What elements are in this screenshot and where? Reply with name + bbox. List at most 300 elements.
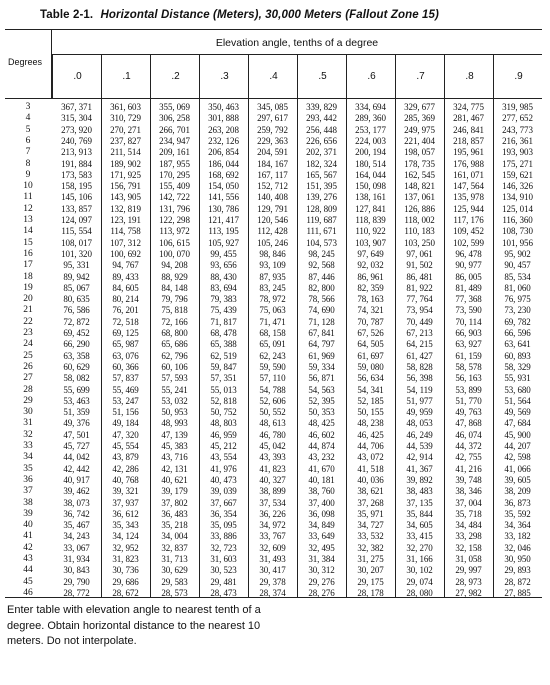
distance-cell: 50, 353: [308, 407, 335, 418]
distance-cell: 114, 758: [110, 226, 141, 237]
distance-cell: 43, 232: [308, 452, 335, 463]
distance-cell: 249, 975: [404, 124, 435, 135]
distance-cell: 55, 931: [504, 373, 531, 384]
distance-cell: 35, 592: [504, 508, 531, 519]
distance-cell: 31, 493: [259, 554, 286, 564]
degree-label: 38: [23, 497, 33, 508]
distance-cell: 55, 241: [161, 384, 188, 395]
distance-cell: 72, 166: [161, 316, 188, 327]
degree-label: 22: [23, 316, 33, 327]
distance-cell: 102, 599: [453, 237, 484, 248]
degree-label: 4: [25, 113, 31, 124]
distance-cell: 107, 312: [110, 237, 141, 248]
distance-cell: 69, 452: [63, 328, 90, 338]
distance-cell: 39, 748: [455, 474, 482, 485]
distance-cell: 135, 978: [453, 192, 484, 203]
distance-cell: 90, 457: [504, 260, 531, 271]
distance-cell: 44, 706: [357, 441, 384, 451]
distance-cell: 44, 874: [308, 441, 335, 451]
distance-cell: 27, 982: [455, 587, 482, 598]
distance-cell: 118, 839: [355, 215, 386, 225]
distance-cell: 35, 844: [406, 508, 433, 519]
distance-cell: 50, 953: [161, 407, 188, 418]
distance-cell: 329, 677: [404, 102, 435, 112]
distance-cell: 33, 767: [259, 531, 286, 542]
distance-cell: 32, 046: [504, 542, 531, 553]
distance-cell: 39, 892: [406, 474, 433, 485]
distance-cell: 32, 382: [357, 542, 384, 553]
distance-cell: 62, 519: [210, 350, 237, 361]
distance-cell: 90, 977: [455, 260, 482, 271]
distance-cell: 37, 268: [357, 497, 384, 508]
distance-cell: 51, 770: [455, 395, 482, 406]
distance-cell: 40, 917: [63, 474, 90, 485]
distance-cell: 93, 656: [210, 260, 237, 271]
distance-cell: 31, 823: [112, 554, 139, 564]
table-title: [40, 9, 439, 21]
distance-cell: 273, 920: [61, 124, 92, 135]
distance-cell: 64, 797: [308, 339, 335, 350]
distance-cell: 58, 828: [406, 361, 433, 372]
distance-cell: 156, 791: [110, 181, 141, 192]
distance-cell: 106, 615: [159, 237, 190, 248]
distance-cell: 30, 102: [406, 565, 433, 576]
distance-cell: 47, 684: [504, 418, 531, 429]
distance-cell: 48, 803: [210, 418, 237, 429]
distance-cell: 41, 976: [210, 463, 237, 474]
distance-cell: 256, 448: [306, 124, 337, 135]
distance-cell: 29, 481: [210, 576, 237, 587]
distance-cell: 110, 922: [355, 226, 386, 237]
distance-cell: 43, 879: [112, 452, 139, 463]
degree-label: 32: [23, 429, 33, 440]
distance-cell: 301, 888: [208, 113, 239, 124]
distance-cell: 29, 074: [406, 576, 433, 587]
degree-label: 28: [23, 384, 33, 395]
distance-cell: 86, 961: [357, 271, 384, 282]
distance-cell: 88, 430: [210, 271, 237, 282]
distance-cell: 75, 439: [210, 305, 237, 316]
distance-cell: 63, 076: [112, 350, 139, 361]
distance-cell: 161, 071: [453, 169, 484, 180]
distance-cell: 81, 922: [406, 282, 433, 293]
distance-cell: 44, 207: [504, 441, 531, 451]
distance-cell: 38, 760: [308, 486, 335, 497]
distance-cell: 253, 177: [355, 124, 386, 135]
distance-cell: 27, 885: [504, 587, 531, 598]
distance-cell: 85, 067: [63, 282, 90, 293]
distance-cell: 297, 617: [257, 113, 288, 124]
distance-cell: 36, 742: [63, 508, 90, 519]
distance-cell: 71, 471: [259, 316, 286, 327]
distance-cell: 83, 245: [259, 282, 286, 293]
distance-cell: 39, 605: [504, 474, 531, 485]
distance-cell: 60, 629: [63, 361, 90, 372]
distance-cell: 28, 872: [504, 576, 531, 587]
distance-cell: 137, 061: [404, 192, 435, 203]
distance-cell: 47, 501: [63, 429, 90, 440]
distance-cell: 45, 212: [210, 441, 237, 451]
distance-cell: 86, 481: [406, 271, 433, 282]
distance-cell: 29, 175: [357, 576, 384, 587]
distance-cell: 63, 641: [504, 339, 531, 350]
distance-cell: 50, 155: [357, 407, 384, 418]
degree-label: 31: [23, 418, 33, 429]
distance-cell: 108, 730: [502, 226, 533, 237]
distance-cell: 33, 298: [455, 531, 482, 542]
distance-cell: 44, 539: [406, 441, 433, 451]
distance-cell: 204, 591: [257, 147, 288, 158]
distance-cell: 66, 596: [504, 328, 531, 338]
distance-cell: 119, 687: [306, 215, 337, 225]
distance-cell: 53, 463: [63, 395, 90, 406]
distance-cell: 112, 428: [257, 226, 288, 237]
distance-cell: 53, 899: [455, 384, 482, 395]
distance-cell: 139, 276: [306, 192, 337, 203]
distance-cell: 29, 276: [308, 576, 335, 587]
distance-cell: 31, 713: [161, 554, 188, 564]
distance-cell: 66, 903: [455, 328, 482, 338]
column-header: .4: [248, 55, 298, 98]
column-header: .8: [444, 55, 494, 98]
distance-cell: 94, 208: [161, 260, 188, 271]
distance-cell: 54, 788: [259, 384, 286, 395]
degree-label: 46: [23, 587, 33, 598]
degree-label: 10: [23, 181, 33, 192]
distance-cell: 175, 271: [502, 158, 533, 169]
distance-cell: 77, 764: [406, 294, 433, 305]
distance-cell: 145, 106: [61, 192, 92, 203]
distance-cell: 41, 518: [357, 463, 384, 474]
distance-cell: 64, 505: [357, 339, 384, 350]
distance-cell: 121, 417: [208, 215, 239, 225]
distance-cell: 117, 176: [453, 215, 484, 225]
distance-cell: 195, 961: [453, 147, 484, 158]
distance-cell: 62, 796: [161, 350, 188, 361]
distance-cell: 32, 270: [406, 542, 433, 553]
distance-cell: 125, 014: [502, 203, 533, 214]
distance-cell: 33, 886: [210, 531, 237, 542]
degree-label: 29: [23, 395, 33, 406]
distance-cell: 150, 098: [355, 181, 386, 192]
distance-cell: 34, 243: [63, 531, 90, 542]
distance-cell: 142, 722: [159, 192, 190, 203]
distance-cell: 31, 275: [357, 554, 384, 564]
distance-cell: 89, 433: [112, 271, 139, 282]
distance-cell: 49, 569: [504, 407, 531, 418]
distance-cell: 37, 400: [308, 497, 335, 508]
distance-cell: 151, 395: [306, 181, 337, 192]
degree-label: 20: [23, 294, 33, 305]
degree-label: 21: [23, 305, 33, 316]
distance-cell: 33, 067: [63, 542, 90, 553]
distance-cell: 36, 612: [112, 508, 139, 519]
distance-cell: 202, 371: [306, 147, 337, 158]
distance-cell: 34, 849: [308, 520, 335, 531]
distance-cell: 170, 295: [159, 169, 190, 180]
distance-cell: 147, 564: [453, 181, 484, 192]
distance-cell: 37, 135: [406, 497, 433, 508]
distance-cell: 240, 769: [61, 135, 92, 146]
distance-cell: 43, 393: [259, 452, 286, 463]
distance-cell: 109, 452: [453, 226, 484, 237]
distance-cell: 78, 163: [357, 294, 384, 305]
distance-cell: 270, 271: [110, 124, 141, 135]
degree-label: 15: [23, 237, 33, 248]
distance-cell: 41, 670: [308, 463, 335, 474]
distance-cell: 33, 415: [406, 531, 433, 542]
distance-cell: 38, 346: [455, 486, 482, 497]
distance-cell: 59, 590: [259, 361, 286, 372]
distance-cell: 83, 694: [210, 282, 237, 293]
distance-cell: 37, 534: [259, 497, 286, 508]
degree-label: 44: [23, 565, 33, 576]
distance-cell: 30, 207: [357, 565, 384, 576]
distance-cell: 39, 179: [161, 486, 188, 497]
distance-cell: 334, 694: [355, 102, 386, 112]
distance-cell: 91, 502: [406, 260, 433, 271]
distance-cell: 35, 218: [161, 520, 188, 531]
distance-cell: 61, 697: [357, 350, 384, 361]
distance-cell: 105, 246: [257, 237, 288, 248]
distance-cell: 30, 736: [112, 565, 139, 576]
distance-cell: 28, 672: [112, 587, 139, 598]
distance-cell: 115, 554: [61, 226, 92, 237]
distance-cell: 200, 194: [355, 147, 386, 158]
distance-cell: 43, 072: [357, 452, 384, 463]
distance-cell: 57, 593: [161, 373, 188, 384]
distance-cell: 266, 701: [159, 124, 190, 135]
distance-cell: 70, 114: [455, 316, 482, 327]
distance-cell: 56, 398: [406, 373, 433, 384]
distance-cell: 48, 425: [308, 418, 335, 429]
distance-cell: 28, 178: [357, 587, 384, 598]
distance-cell: 65, 091: [259, 339, 286, 350]
degree-label: 39: [23, 508, 33, 519]
degree-label: 33: [23, 441, 33, 451]
distance-cell: 226, 656: [306, 135, 337, 146]
distance-cell: 32, 158: [455, 542, 482, 553]
distance-cell: 50, 552: [259, 407, 286, 418]
distance-cell: 168, 692: [208, 169, 239, 180]
distance-cell: 51, 156: [112, 407, 139, 418]
distance-cell: 69, 125: [112, 328, 139, 338]
distance-cell: 53, 247: [112, 395, 139, 406]
distance-cell: 30, 312: [308, 565, 335, 576]
distance-cell: 67, 841: [308, 328, 335, 338]
degree-label: 45: [23, 576, 33, 587]
distance-cell: 38, 483: [406, 486, 433, 497]
distance-cell: 37, 667: [210, 497, 237, 508]
degree-label: 12: [23, 203, 33, 214]
distance-cell: 122, 298: [159, 215, 190, 225]
distance-cell: 148, 821: [404, 181, 435, 192]
header-divider: [5, 98, 542, 99]
distance-cell: 103, 907: [355, 237, 386, 248]
distance-cell: 57, 110: [259, 373, 286, 384]
distance-cell: 246, 841: [453, 124, 484, 135]
distance-cell: 79, 383: [210, 294, 237, 305]
distance-cell: 76, 201: [112, 305, 139, 316]
degree-label: 8: [25, 158, 31, 169]
distance-cell: 87, 446: [308, 271, 335, 282]
distance-cell: 49, 763: [455, 407, 482, 418]
distance-cell: 41, 066: [504, 463, 531, 474]
distance-cell: 34, 727: [357, 520, 384, 531]
distance-cell: 38, 209: [504, 486, 531, 497]
distance-cell: 35, 095: [210, 520, 237, 531]
distance-cell: 56, 634: [357, 373, 384, 384]
distance-cell: 68, 800: [161, 328, 188, 338]
distance-cell: 39, 039: [210, 486, 237, 497]
distance-cell: 289, 360: [355, 113, 386, 124]
distance-cell: 141, 556: [208, 192, 239, 203]
degree-label: 41: [23, 531, 33, 542]
distance-cell: 49, 184: [112, 418, 139, 429]
distance-cell: 35, 718: [455, 508, 482, 519]
distance-cell: 28, 276: [308, 587, 335, 598]
table-description: Horizontal Distance (Meters), 30,000 Meters (Fallout Zone 15): [100, 9, 439, 21]
distance-cell: 189, 902: [110, 158, 141, 169]
distance-cell: 68, 158: [259, 328, 286, 338]
distance-cell: 45, 554: [112, 441, 139, 451]
degree-label: 17: [23, 260, 33, 271]
distance-cell: 28, 374: [259, 587, 286, 598]
distance-cell: 154, 050: [208, 181, 239, 192]
distance-cell: 134, 910: [502, 192, 533, 203]
distance-cell: 50, 752: [210, 407, 237, 418]
degree-label: 27: [23, 373, 33, 384]
distance-cell: 64, 215: [406, 339, 433, 350]
degree-label: 23: [23, 328, 33, 338]
distance-cell: 48, 053: [406, 418, 433, 429]
distance-cell: 100, 070: [159, 248, 190, 259]
distance-cell: 193, 903: [502, 147, 533, 158]
distance-cell: 56, 871: [308, 373, 335, 384]
distance-cell: 70, 449: [406, 316, 433, 327]
distance-cell: 42, 442: [63, 463, 90, 474]
distance-cell: 39, 462: [63, 486, 90, 497]
distance-cell: 315, 304: [61, 113, 92, 124]
distance-cell: 33, 182: [504, 531, 531, 542]
distance-cell: 158, 195: [61, 181, 92, 192]
distance-cell: 29, 997: [455, 565, 482, 576]
distance-cell: 74, 321: [357, 305, 384, 316]
distance-cell: 263, 208: [208, 124, 239, 135]
distance-cell: 34, 484: [455, 520, 482, 531]
distance-cell: 80, 635: [63, 294, 90, 305]
distance-cell: 116, 360: [502, 215, 533, 225]
distance-cell: 95, 331: [63, 260, 90, 271]
degree-label: 24: [23, 339, 33, 350]
distance-cell: 30, 843: [63, 565, 90, 576]
distance-cell: 306, 258: [159, 113, 190, 124]
distance-cell: 41, 367: [406, 463, 433, 474]
distance-cell: 37, 802: [161, 497, 188, 508]
distance-cell: 131, 796: [159, 203, 190, 214]
degree-label: 3: [25, 102, 31, 112]
distance-cell: 67, 526: [357, 328, 384, 338]
distance-cell: 98, 245: [308, 248, 335, 259]
degree-label: 18: [23, 271, 33, 282]
distance-cell: 46, 249: [406, 429, 433, 440]
distance-cell: 125, 944: [453, 203, 484, 214]
degree-label: 9: [25, 169, 31, 180]
distance-cell: 40, 768: [112, 474, 139, 485]
distance-cell: 40, 473: [210, 474, 237, 485]
distance-cell: 34, 124: [112, 531, 139, 542]
degree-label: 42: [23, 542, 33, 553]
distance-cell: 40, 036: [357, 474, 384, 485]
distance-cell: 76, 586: [63, 305, 90, 316]
distance-cell: 237, 827: [110, 135, 141, 146]
distance-cell: 36, 483: [161, 508, 188, 519]
distance-cell: 69, 782: [504, 316, 531, 327]
distance-cell: 41, 823: [259, 463, 286, 474]
distance-cell: 277, 652: [502, 113, 533, 124]
distance-cell: 143, 905: [110, 192, 141, 203]
distance-cell: 97, 649: [357, 248, 384, 259]
distance-cell: 65, 388: [210, 339, 237, 350]
distance-cell: 129, 791: [257, 203, 288, 214]
distance-cell: 42, 131: [161, 463, 188, 474]
distance-cell: 42, 755: [455, 452, 482, 463]
distance-cell: 40, 327: [259, 474, 286, 485]
distance-cell: 285, 369: [404, 113, 435, 124]
distance-cell: 93, 109: [259, 260, 286, 271]
distance-cell: 361, 603: [110, 102, 141, 112]
distance-cell: 42, 286: [112, 463, 139, 474]
distance-cell: 76, 975: [504, 294, 531, 305]
distance-cell: 84, 148: [161, 282, 188, 293]
degrees-header-cell: [5, 30, 52, 98]
distance-cell: 152, 712: [257, 181, 288, 192]
distance-cell: 79, 796: [161, 294, 188, 305]
distance-cell: 118, 002: [404, 215, 435, 225]
distance-cell: 339, 829: [306, 102, 337, 112]
distance-cell: 98, 846: [259, 248, 286, 259]
distance-cell: 73, 230: [504, 305, 531, 316]
distance-cell: 43, 716: [161, 452, 188, 463]
distance-cell: 85, 534: [504, 271, 531, 282]
distance-cell: 73, 954: [406, 305, 433, 316]
distance-cell: 59, 080: [357, 361, 384, 372]
distance-cell: 232, 126: [208, 135, 239, 146]
distance-cell: 67, 213: [406, 328, 433, 338]
column-header: .2: [150, 55, 200, 98]
instructions-note: Enter table with elevation angle to nearest tenth of a degree. Obtain horizontal distance to the nearest 10 meters. Do not interpolate.: [7, 604, 261, 647]
distance-cell: 28, 973: [455, 576, 482, 587]
distance-cell: 234, 947: [159, 135, 190, 146]
distance-cell: 94, 767: [112, 260, 139, 271]
distance-cell: 100, 692: [110, 248, 141, 259]
distance-cell: 57, 351: [210, 373, 237, 384]
distance-cell: 187, 955: [159, 158, 190, 169]
distance-cell: 32, 952: [112, 542, 139, 553]
distance-cell: 29, 686: [112, 576, 139, 587]
distance-cell: 159, 621: [502, 169, 533, 180]
distance-cell: 146, 326: [502, 181, 533, 192]
degree-label: 19: [23, 282, 33, 293]
distance-cell: 32, 837: [161, 542, 188, 553]
distance-cell: 77, 368: [455, 294, 482, 305]
distance-cell: 46, 959: [210, 429, 237, 440]
distance-cell: 324, 775: [453, 102, 484, 112]
distance-cell: 120, 546: [257, 215, 288, 225]
distance-cell: 46, 074: [455, 429, 482, 440]
distance-cell: 34, 972: [259, 520, 286, 531]
distance-cell: 52, 185: [357, 395, 384, 406]
